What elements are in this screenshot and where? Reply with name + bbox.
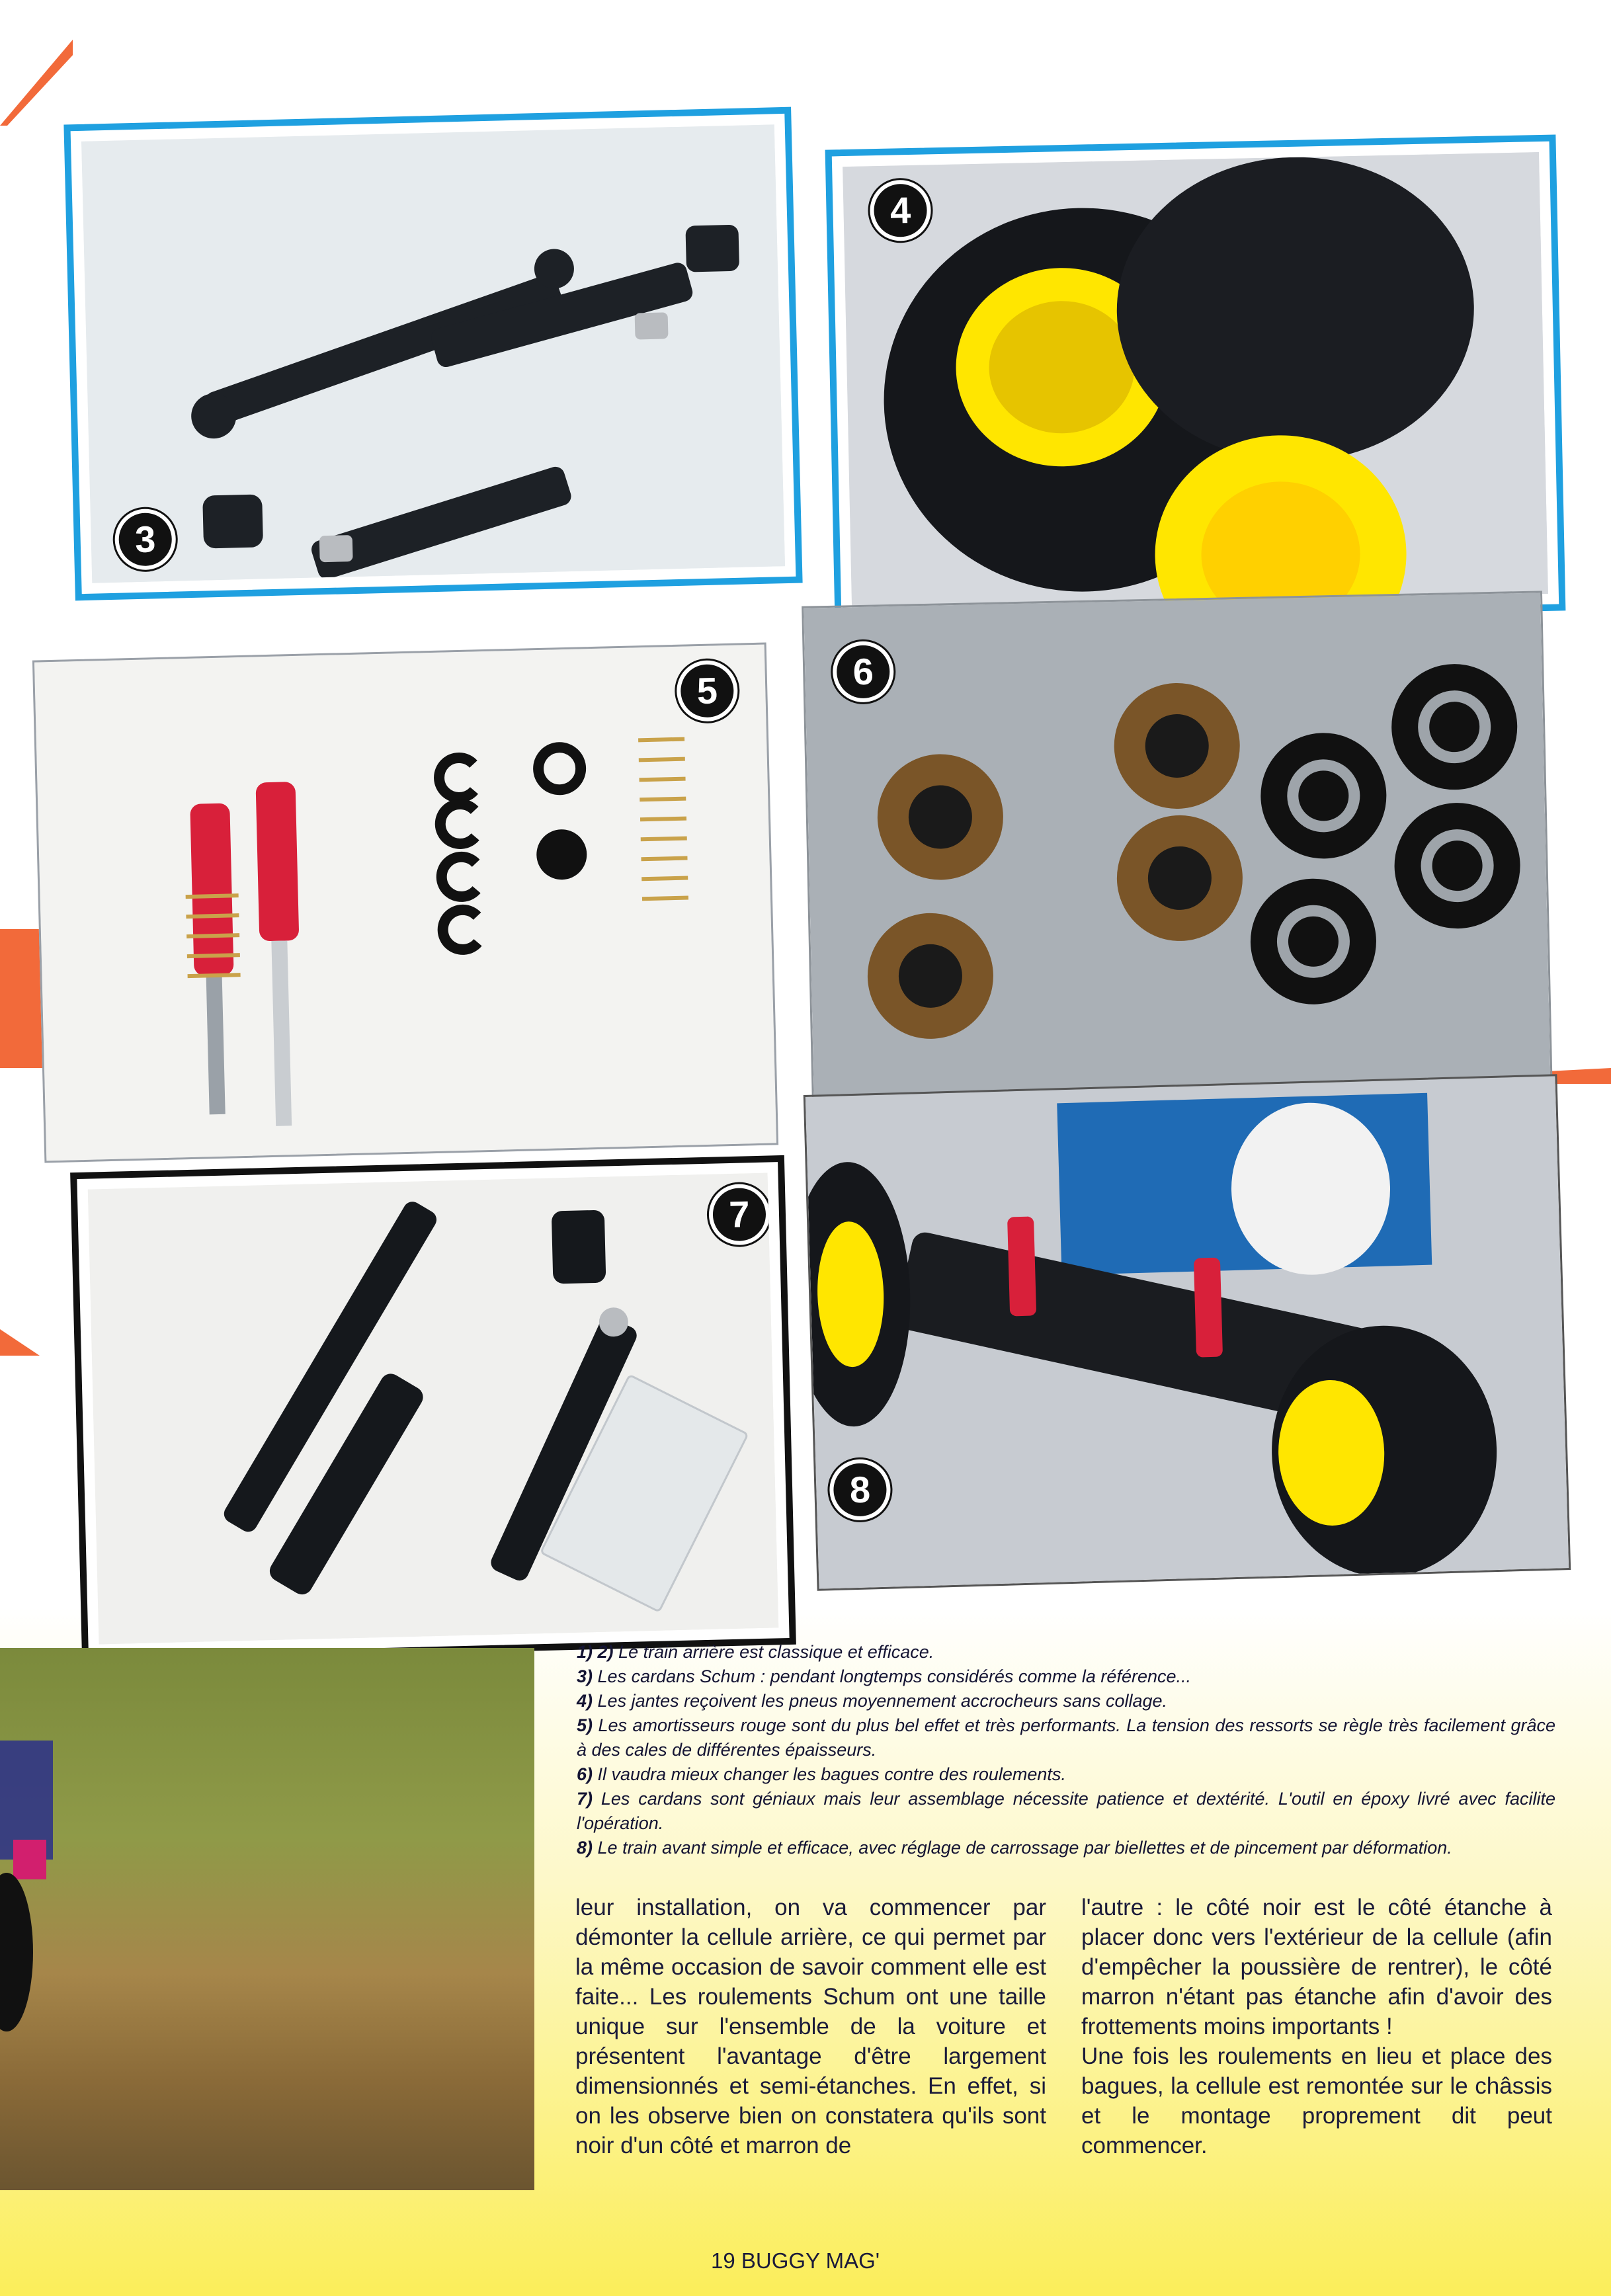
shocks-illustration	[34, 645, 776, 1161]
photo-7-number: 7	[708, 1183, 770, 1245]
caption-1-2: 1) 2) Le train arrière est classique et efficace.	[577, 1642, 934, 1662]
photo-6-number: 6	[832, 641, 894, 703]
body-paragraph-3: Une fois les roulements en lieu et place des bagues, la cellule est remontée sur le châssis et le montage proprement dit peut commencer.	[1081, 2043, 1552, 2158]
body-paragraph-1: leur installation, on va commencer par démonter la cellule arrière, ce qui permet par la même occasion de savoir comment elle est faite... Les roulements Schum ont une taille unique sur l'ensemble de la voiture et présentent l'avantage d'être largement dimensionnés et semi-étanches. En effet, si on les observe bien on constatera qu'ils sont noir d'un côté et marron de	[575, 1895, 1046, 2158]
photo-8-front-train	[804, 1074, 1571, 1591]
photo-4-tyres	[825, 135, 1566, 626]
cardans-illustration	[81, 124, 785, 583]
photo-4-number: 4	[870, 179, 932, 241]
caption-6: 6) Il vaudra mieux changer les bagues contre des roulements.	[577, 1764, 1066, 1784]
tyres-illustration	[843, 152, 1548, 608]
photo-6-bearings	[802, 591, 1553, 1108]
caption-8: 8) Le train avant simple et efficace, avec réglage de carrossage par biellettes et de pincement par déformation.	[577, 1838, 1452, 1858]
body-column-2	[1081, 1893, 1552, 2160]
photo-5-number: 5	[676, 660, 738, 722]
body-column-1	[575, 1893, 1046, 2160]
bearings-illustration	[804, 593, 1551, 1106]
body-paragraph-2: l'autre : le côté noir est le côté étanche à placer donc vers l'extérieur de la cellule (afin d'empêcher la poussière de rentrer), le côté marron n'étant pas étanche afin d'avoir des frottements moins importants !	[1081, 1895, 1552, 2039]
photo-8-number: 8	[829, 1459, 891, 1522]
caption-3: 3) Les cardans Schum : pendant longtemps considérés comme la référence...	[577, 1666, 1192, 1686]
photo-3-number: 3	[114, 509, 177, 571]
front-train-illustration	[806, 1076, 1569, 1588]
photo-7-assembled-cardans	[70, 1155, 796, 1662]
buggy-blur-illustration	[0, 1648, 534, 2190]
caption-7: 7) Les cardans sont géniaux mais leur assemblage nécessite patience et dextérité. L'outil en époxy livré avec facilite l'opération.	[577, 1789, 1555, 1833]
assembled-cardans-illustration	[88, 1173, 779, 1645]
orange-stripe-top	[0, 40, 73, 126]
photo-3-cardans	[63, 107, 802, 601]
caption-4: 4) Les jantes reçoivent les pneus moyennement accrocheurs sans collage.	[577, 1691, 1168, 1711]
caption-5: 5) Les amortisseurs rouge sont du plus bel effet et très performants. La tension des ressorts se règle très facilement grâce à des cales de différentes épaisseurs.	[577, 1715, 1555, 1760]
photo-5-shocks	[32, 643, 778, 1163]
photo-captions	[577, 1640, 1555, 1860]
orange-stripe-lower	[0, 1329, 40, 1356]
photo-action-blur	[0, 1648, 534, 2190]
page-folio: 19 BUGGY MAG'	[711, 2248, 880, 2273]
